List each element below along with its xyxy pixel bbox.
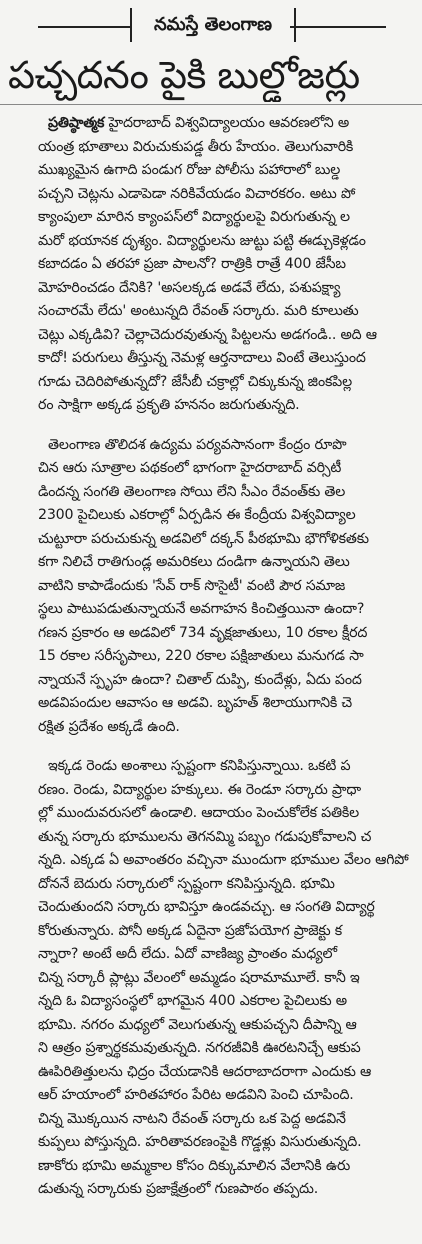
article-line [0,1155,422,1179]
article-line [0,849,422,873]
article-line [0,183,422,207]
article-line [0,253,422,277]
article-line [0,1108,422,1132]
headline: పచ్చదనం పైకి బుల్డోజర్లు [8,53,360,97]
article-body [0,112,422,1244]
line-text: సంచారమే లేదు' అంటున్నది రేవంత్ సర్కారు. మరి కూలుతు [38,303,359,319]
line-text: యంత్ర భూతాలు విరుచుకుపడ్డ తీరు హేయం. తెలుగువారికి [38,138,354,155]
paragraph-1 [0,112,422,418]
article-line [0,1014,422,1038]
line-text: డిందన్న సంగతి తెలంగాణ సోయి లేని సీఎం రేవంత్‌కు తెల [38,483,346,500]
article-line [0,434,422,458]
line-text: రక్షిత ప్రదేశం అక్కడే ఉంది. [38,718,180,735]
line-text: పచ్చని చెట్లను ఎడాపెడా నరికివేయడం విచారకరం. అటు పో [38,185,356,202]
article-line [0,896,422,920]
line-text: మోహరించడం దేనికి? 'అసలక్కడ అడవే లేదు, పశుపక్ష్యా [38,279,341,296]
masthead-title: నమస్తే తెలంగాణ [130,8,296,42]
line-text: చిన్న సర్కారీ ప్లాట్లు వేలంలో అమ్మడం షరామామూలే. కానీ ఇ [38,969,360,986]
line-text: 15 రకాల సరీసృపాలు, 220 రకాల పక్షిజాతులు మనుగడ సా [38,648,364,664]
line-text: చిన ఆరు సూత్రాల పథకంలో భాగంగా హైదరాబాద్ వర్సిటీ [38,460,342,476]
line-text: రం సాక్షిగా అక్కడ ప్రకృతి హననం జరుగుతున్నది. [38,397,300,413]
line-text: ముఖ్యమైన ఉగాది పండుగ రోజు పోలీసు పహారాలో బుల్డ [38,162,341,178]
article-line [0,371,422,395]
article-line [0,394,422,418]
paragraph-3 [0,755,422,1202]
article-line [0,575,422,599]
article-line [0,920,422,944]
article-line [0,504,422,528]
line-text: న్నాయనే స్పృహ ఉందా? చితాల్ దుప్పి, కుందేళ్లు, ఏదు పంద [38,671,362,688]
article-line [0,528,422,552]
line-text: 2300 పైచిలుకు ఎకరాల్లో ఏర్పడిన ఈ కేంద్రీయ విశ్వవిద్యాల [38,507,356,523]
line-text: ఆర్ హయాంలో హరితహారం పేరిట అడవిని పెంచి చూపింది. [38,1087,354,1103]
article-line [0,206,422,230]
line-text: డుతున్న సర్కారుకు ప్రజాక్షేత్రంలో గుణపాఠం తప్పదు. [38,1181,319,1197]
line-text: చెందుతుందని సర్కారు భావిస్తూ ఉండవచ్చు. ఆ సంగతి విద్యార్థ [38,899,375,915]
article-line [0,645,422,669]
article-line [0,692,422,716]
line-text: చెట్లు ఎక్కడివి? చెల్లాచెదురవుతున్న పిట్టలను అడగండి.. అది ఆ [38,326,377,343]
article-line [0,136,422,160]
article-line [0,1131,422,1155]
line-text: రణం. రెండు, విద్యార్థుల హక్కులు. ఈ రెండూ సర్కారు ప్రాధా [38,781,361,798]
article-line [0,481,422,505]
line-text: తెలంగాణ తొలిదశ ఉద్యమ పర్యవసానంగా కేంద్రం రూపొ [48,436,347,453]
line-text: తున్న సర్కారు భూములను తెగనమ్మి పబ్బం గడుపుకోవాలని చ [38,828,372,845]
line-text: గణన ప్రకారం ఆ అడవిలో 734 వృక్షజాతులు, 10 రకాల క్షీరద [38,624,368,641]
paragraph-2 [0,434,422,740]
masthead-rule-right [290,26,386,28]
article-line [0,230,422,254]
article-line [0,622,422,646]
line-text: కగా నిలిచే రాతిగుండ్ల అమరికలు దండిగా ఉన్నాయని తెలు [38,554,350,570]
article-line [0,300,422,324]
line-text: న్నది. ఎక్కడ ఏ అవాంతరం వచ్చినా ముందుగా భూముల వేలం ఆగిపో [38,852,409,868]
line-text: వాటిని కాపాడేందుకు 'సేవ్ రాక్ సొసైటీ' వంటి పౌర సమాజ [38,577,346,594]
masthead-rule-left [38,26,130,28]
article-line [0,324,422,348]
line-text: భూమి. నగరం మధ్యలో వెలుగుతున్న ఆకుపచ్చని దీపాన్ని ఆ [38,1016,357,1033]
line-text: ఇక్కడ రెండు అంశాలు స్పష్టంగా కనిపిస్తున్నాయి. ఒకటి ప [48,758,351,774]
headline-divider [0,104,422,105]
article-line [0,967,422,991]
article-line [0,1084,422,1108]
article-line [0,277,422,301]
line-text: కాదో! పరుగులు తీస్తున్న నెమళ్ల ఆర్తనాదాలు వింటే తెలుస్తుంద [38,350,366,366]
line-text: అడవిపందుల ఆవాసం ఆ అడవి. బృహత్ శిలాయుగానికి చె [38,695,352,711]
article-line [0,755,422,779]
article-line [0,779,422,803]
article-line [0,598,422,622]
line-text: చిన్న మొక్కయిన నాటని రేవంత్ సర్కారు ఒక పెద్ద అడవినే [38,1110,346,1127]
line-text: కుప్పలు పోస్తున్నది. హరితావరణంపైకి గొడ్డళ్లు విసురుతున్నది. [38,1134,362,1150]
article-line [0,347,422,371]
article-line [0,873,422,897]
line-text: ణాకోరు భూమి అమ్మకాల కోసం దిక్కుమాలిన వేలానికి ఉరు [38,1157,351,1174]
line-text: న్నారా? అంటే అదీ లేదు. ఏదో వాణిజ్య ప్రాంతం మధ్యలో [38,946,337,962]
article-line [0,457,422,481]
article-line [0,1037,422,1061]
article-line [0,716,422,740]
article-line [0,826,422,850]
line-text: గూడు చెదిరిపోతున్నదో? జేసీబీ చక్రాల్లో చిక్కుకున్న జింకపిల్ల [38,373,352,390]
line-text: న్నది ఓ విద్యాసంస్థలో భాగమైన 400 ఎకరాల పైచిలుకు అ [38,993,347,1009]
article-line [0,802,422,826]
line-text: ల్లో ముందువరుసలో ఉండాలి. ఆదాయం పెంచుకోలేక పతికిల [38,805,360,821]
article-line [0,943,422,967]
line-text: కబాదడం ఏ తరహా ప్రజా పాలనో? రాత్రికి రాత్రే 400 జేసీబ [38,256,346,272]
line-text: క్యాంపులా మారిన క్యాంపస్‌లో విద్యార్థులపై విరుగుతున్న ల [38,209,350,225]
line-text: స్థలు పాటుపడుతున్నాయనే అవగాహన కించిత్తయినా ఉందా? [38,601,365,617]
article-line [0,159,422,183]
masthead [0,6,422,46]
line-text: హైదరాబాద్ విశ్వవిద్యాలయం ఆవరణలోని అ [104,115,350,131]
article-line [0,669,422,693]
line-text: కోరుతున్నారు. పోనీ అక్కడ ఏదైనా ప్రజోపయోగ ప్రాజెక్టు క [38,922,343,939]
line-text: దోననే బెదురు సర్కారులో స్పష్టంగా కనిపిస్తున్నది. భూమి [38,875,335,892]
article-line [0,551,422,575]
line-text: చుట్టూరా పరుచుకున్న అడవిలో దక్కన్ పీఠభూమి భౌగోళికతకు [38,530,369,547]
article-line [0,1061,422,1085]
article-line [0,112,422,136]
line-text: ని ఆత్రం ప్రశ్నార్థకమవుతున్నది. నగరజీవికి ఊరటనిచ్చే ఆకుప [38,1040,361,1056]
lead-word: ప్రతిష్ఠాత్మక [48,115,105,131]
line-text: ఊపిరితిత్తులను ఛిద్రం చేయడానికి ఆదరాబాదరాగా ఎందుకు ఆ [38,1063,372,1080]
article-line [0,1178,422,1202]
article-line [0,990,422,1014]
line-text: మరో భయానక దృశ్యం. విద్యార్థులను జుట్టు పట్టి ఈడ్చుకెళ్లడం [38,232,366,249]
